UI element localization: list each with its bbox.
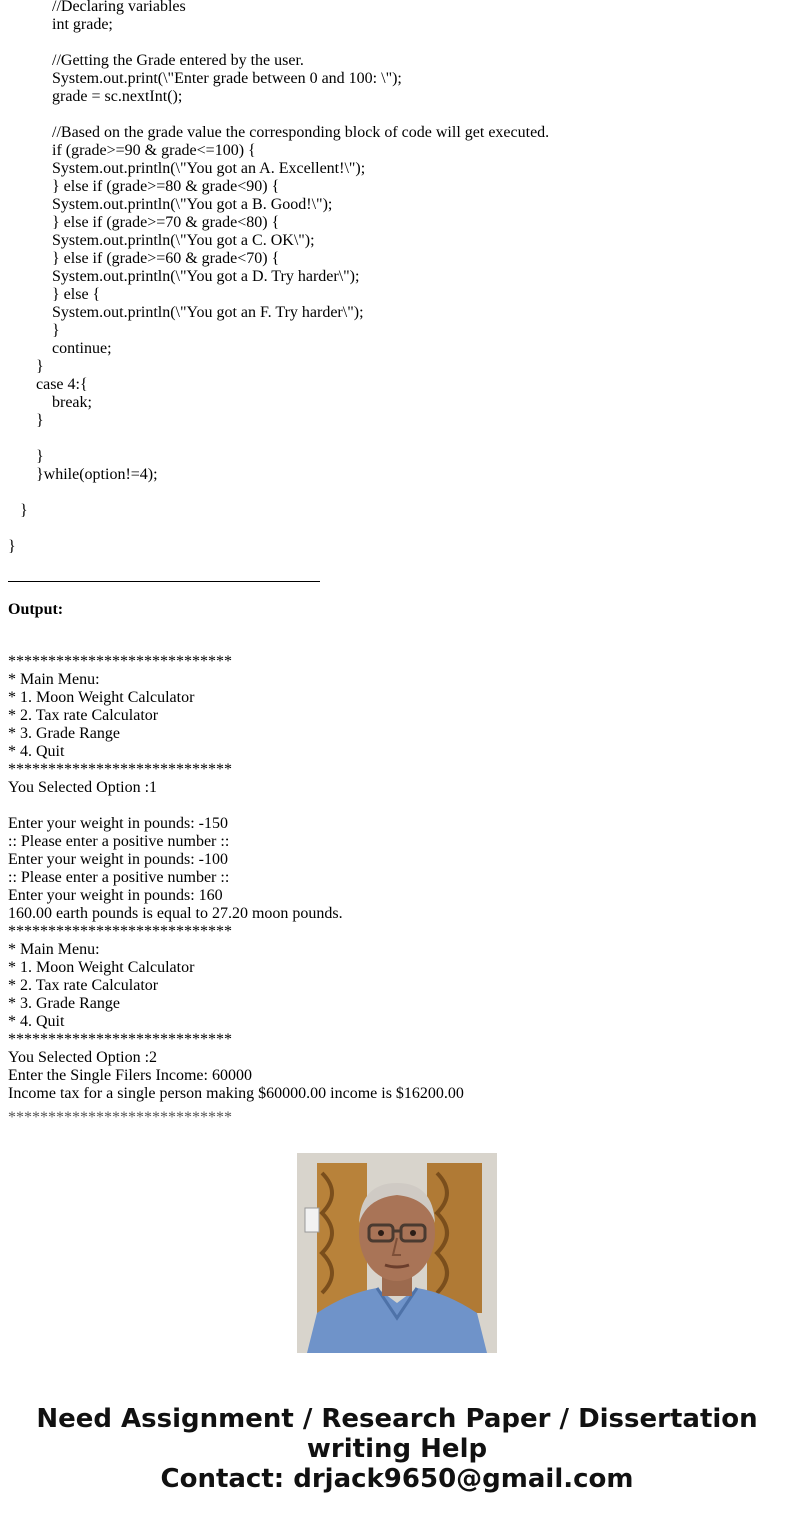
output-line: * 1. Moon Weight Calculator (8, 959, 195, 976)
output-line: **************************** (8, 1031, 232, 1048)
output-line: 160.00 earth pounds is equal to 27.20 moon pounds. (8, 905, 343, 922)
code-line (8, 34, 788, 52)
output-line: * 1. Moon Weight Calculator (8, 689, 195, 706)
console-output (8, 653, 788, 1103)
code-line: } (20, 502, 28, 519)
output-line: * 3. Grade Range (8, 995, 120, 1012)
code-line: }while(option!=4); (36, 466, 158, 483)
promo-banner (0, 1404, 794, 1494)
code-line (8, 484, 788, 502)
code-line: //Getting the Grade entered by the user. (52, 52, 304, 69)
code-line: //Based on the grade value the corresponding block of code will get executed. (52, 124, 550, 141)
output-line: * 2. Tax rate Calculator (8, 707, 159, 724)
promo-line-2: writing Help (306, 1434, 488, 1464)
avatar-portrait-image (297, 1153, 497, 1353)
code-line: int grade; (52, 16, 113, 33)
output-line: **************************** (8, 653, 232, 670)
code-line: System.out.print(\"Enter grade between 0 and 100: \"); (52, 70, 402, 87)
output-line: Enter your weight in pounds: -150 (8, 815, 228, 832)
code-line: } (52, 322, 60, 339)
code-line: grade = sc.nextInt(); (52, 88, 183, 105)
output-line: You Selected Option :1 (8, 779, 158, 796)
truncated-output-line (8, 1109, 248, 1126)
output-line: * 2. Tax rate Calculator (8, 977, 159, 994)
horizontal-rule (8, 581, 320, 582)
code-line: System.out.println(\"You got an F. Try harder\"); (52, 304, 364, 321)
output-line: You Selected Option :2 (8, 1049, 158, 1066)
code-line: } (8, 538, 16, 555)
code-line: } else if (grade>=60 & grade<70) { (52, 250, 280, 267)
output-line (8, 797, 788, 815)
output-line: Income tax for a single person making $60000.00 income is $16200.00 (8, 1085, 464, 1102)
code-line: System.out.println(\"You got a C. OK\"); (52, 232, 315, 249)
output-line: Enter your weight in pounds: -100 (8, 851, 228, 868)
code-line: //Declaring variables (52, 0, 186, 15)
code-line: } else if (grade>=70 & grade<80) { (52, 214, 280, 231)
output-line: Enter your weight in pounds: 160 (8, 887, 223, 904)
output-line: * Main Menu: (8, 671, 100, 688)
output-line: * 4. Quit (8, 743, 65, 760)
code-line: case 4:{ (36, 376, 88, 393)
promo-line-1: Need Assignment / Research Paper / Dissertation (36, 1404, 758, 1434)
code-line: System.out.println(\"You got a D. Try harder\"); (52, 268, 360, 285)
code-line: break; (52, 394, 92, 411)
output-heading: Output: (8, 601, 64, 618)
code-line: continue; (52, 340, 112, 357)
author-avatar (297, 1153, 497, 1353)
code-line (8, 430, 788, 448)
code-line: } else { (52, 286, 101, 303)
code-line: System.out.println(\"You got a B. Good!\"); (52, 196, 333, 213)
code-line: if (grade>=90 & grade<=100) { (52, 142, 256, 159)
code-line: } else if (grade>=80 & grade<90) { (52, 178, 280, 195)
output-line: :: Please enter a positive number :: (8, 833, 230, 850)
output-line: Enter the Single Filers Income: 60000 (8, 1067, 252, 1084)
output-line: :: Please enter a positive number :: (8, 869, 230, 886)
code-line (8, 106, 788, 124)
code-line (8, 520, 788, 538)
output-line: * 3. Grade Range (8, 725, 120, 742)
code-listing (8, 0, 788, 556)
promo-contact[interactable]: Contact: drjack9650@gmail.com (160, 1464, 634, 1494)
code-line: System.out.println(\"You got an A. Excellent!\"); (52, 160, 366, 177)
truncated-output-text: **************************** (8, 1109, 232, 1126)
code-line: } (36, 358, 44, 375)
output-line: * Main Menu: (8, 941, 100, 958)
output-line: * 4. Quit (8, 1013, 65, 1030)
code-line: } (36, 448, 44, 465)
code-line: } (36, 412, 44, 429)
output-line: **************************** (8, 923, 232, 940)
output-line: **************************** (8, 761, 232, 778)
